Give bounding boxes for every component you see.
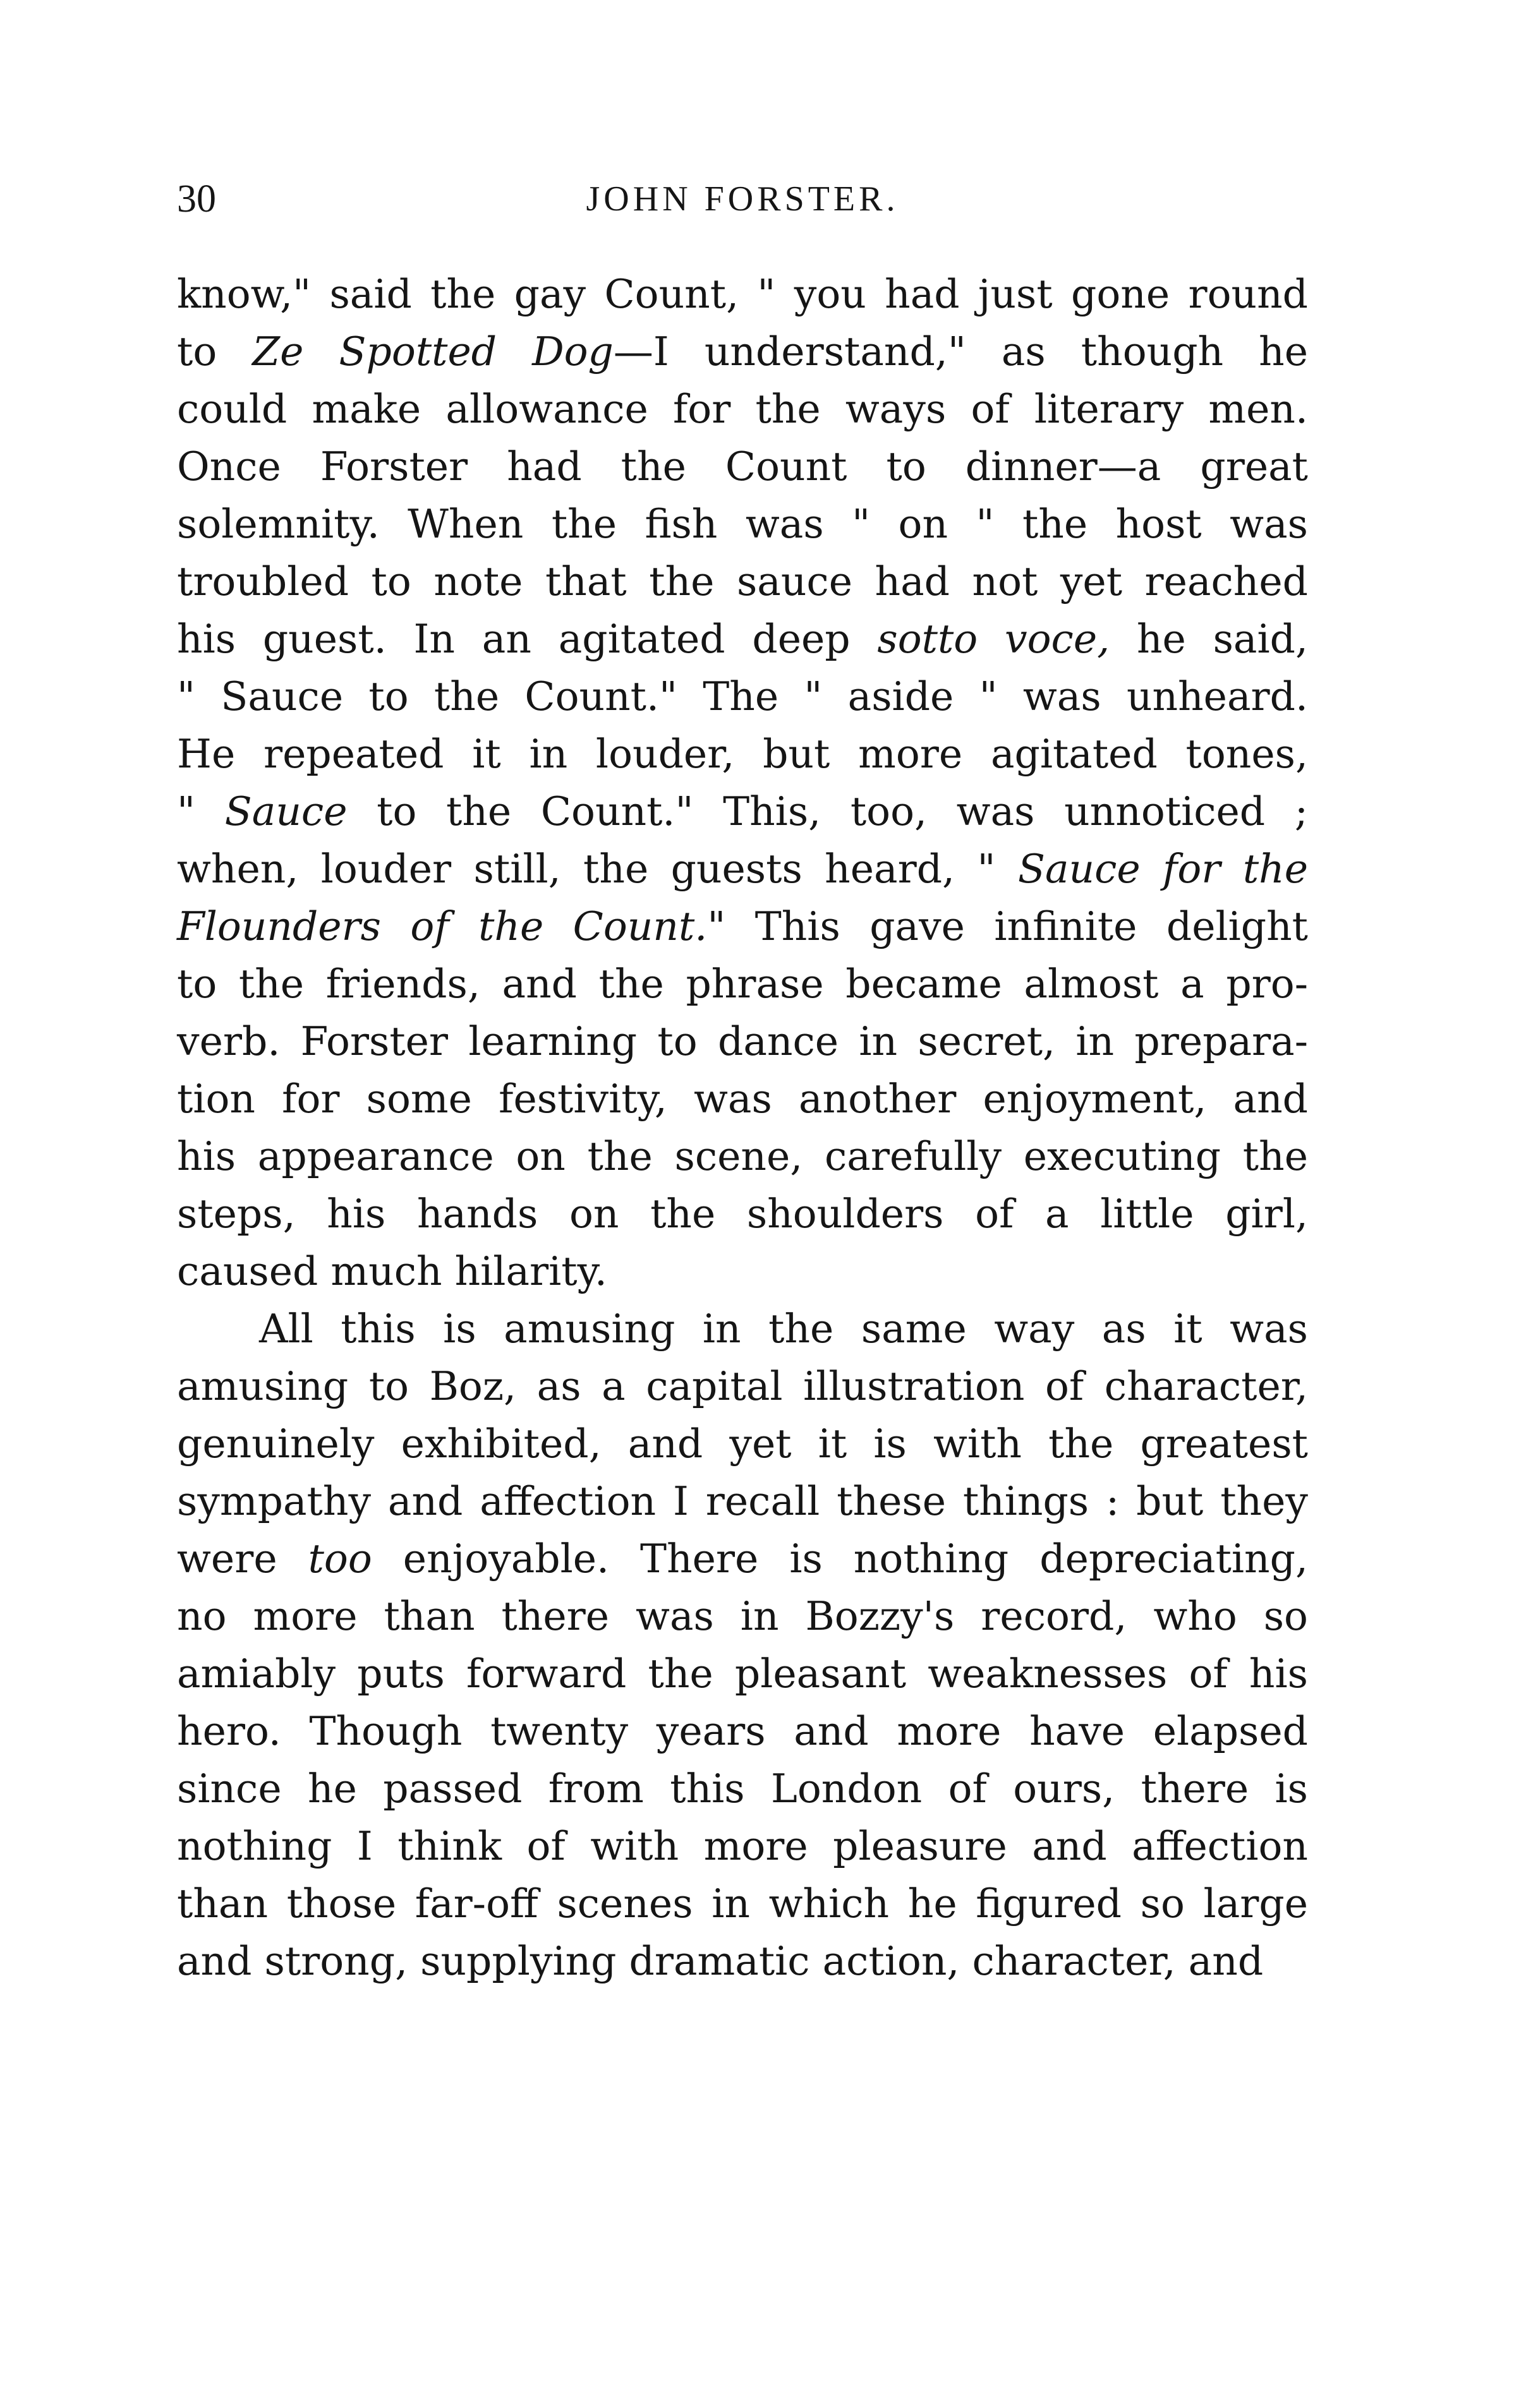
text-line <box>177 783 1308 840</box>
text-segment: to the friends, and the phrase became almost a pro- <box>177 961 1308 1007</box>
text-line <box>177 1530 1308 1587</box>
text-line <box>177 265 1308 323</box>
page-header <box>177 171 1308 227</box>
text-segment: his guest. In an agitated deep <box>177 616 878 662</box>
text-segment: no more than there was in Bozzy's record, who so <box>177 1593 1308 1639</box>
text-segment: know," said the gay Count, " you had just gone round <box>177 271 1308 317</box>
text-line <box>177 1415 1308 1472</box>
text-line <box>177 380 1308 438</box>
text-line <box>177 1185 1308 1243</box>
text-segment: enjoyable. There is nothing depreciating, <box>372 1536 1308 1582</box>
italic-text: Flounders of the Count. <box>177 903 708 949</box>
text-line <box>177 438 1308 495</box>
text-segment: hero. Though twenty years and more have elapsed <box>177 1708 1308 1754</box>
text-segment: amiably puts forward the pleasant weaknesses of his <box>177 1651 1308 1697</box>
text-segment: steps, his hands on the shoulders of a little girl, <box>177 1191 1308 1237</box>
text-line <box>177 1932 1308 1990</box>
text-line <box>177 1760 1308 1817</box>
page-number: 30 <box>177 178 216 220</box>
text-segment: solemnity. When the fish was " on " the host was <box>177 501 1308 547</box>
text-line <box>177 1300 1308 1358</box>
text-line <box>177 1875 1308 1932</box>
text-segment: sympathy and affection I recall these things : but they <box>177 1478 1308 1524</box>
text-segment: —I understand," as though he <box>613 328 1308 375</box>
text-line <box>177 1358 1308 1415</box>
text-line <box>177 495 1308 553</box>
text-line <box>177 1645 1308 1702</box>
text-line <box>177 1013 1308 1070</box>
body-text <box>177 265 1308 1990</box>
text-segment: " This gave infinite delight <box>707 903 1309 949</box>
text-line <box>177 1243 1308 1300</box>
text-segment: and strong, supplying dramatic action, character, and <box>177 1938 1264 1984</box>
italic-text: Ze Spotted Dog <box>252 328 614 375</box>
text-line <box>177 955 1308 1013</box>
italic-text: Sauce <box>224 788 348 834</box>
text-segment: troubled to note that the sauce had not yet reached <box>177 558 1308 605</box>
text-segment: to <box>177 328 253 375</box>
text-segment: were <box>177 1536 308 1582</box>
text-segment: nothing I think of with more pleasure and affection <box>177 1823 1308 1869</box>
text-line <box>177 1070 1308 1128</box>
text-segment: Once Forster had the Count to dinner—a great <box>177 443 1308 490</box>
text-line <box>177 1587 1308 1645</box>
text-segment: his appearance on the scene, carefully executing the <box>177 1133 1308 1179</box>
text-segment: to the Count." This, too, was unnoticed ; <box>347 788 1308 834</box>
text-line <box>177 610 1308 668</box>
italic-text: sotto voce, <box>877 616 1110 662</box>
text-segment: All this is amusing in the same way as it was <box>259 1306 1308 1352</box>
text-segment: since he passed from this London of ours, there is <box>177 1766 1308 1812</box>
text-segment: He repeated it in louder, but more agitated tones, <box>177 731 1308 777</box>
text-line <box>177 1128 1308 1185</box>
text-line <box>177 668 1308 725</box>
text-line <box>177 323 1308 380</box>
text-segment: amusing to Boz, as a capital illustration of character, <box>177 1363 1308 1409</box>
text-segment: he said, <box>1110 616 1308 662</box>
text-segment: " <box>177 788 225 834</box>
text-line <box>177 553 1308 610</box>
text-line <box>177 1702 1308 1760</box>
text-line <box>177 1817 1308 1875</box>
italic-text: too <box>308 1536 372 1582</box>
text-segment: genuinely exhibited, and yet it is with the greatest <box>177 1421 1308 1467</box>
text-line <box>177 840 1308 898</box>
running-title: JOHN FORSTER. <box>586 179 899 219</box>
text-segment: " Sauce to the Count." The " aside " was unheard. <box>177 673 1308 719</box>
text-segment: verb. Forster learning to dance in secret, in prepara- <box>177 1018 1308 1064</box>
text-segment: caused much hilarity. <box>177 1248 607 1294</box>
text-segment: tion for some festivity, was another enjoyment, and <box>177 1076 1308 1122</box>
text-segment: could make allowance for the ways of literary men. <box>177 386 1308 432</box>
text-line <box>177 898 1308 955</box>
text-line <box>177 725 1308 783</box>
text-segment: when, louder still, the guests heard, " <box>177 846 1018 892</box>
italic-text: Sauce for the <box>1017 846 1308 892</box>
text-line <box>177 1472 1308 1530</box>
text-segment: than those far-off scenes in which he figured so large <box>177 1881 1308 1927</box>
